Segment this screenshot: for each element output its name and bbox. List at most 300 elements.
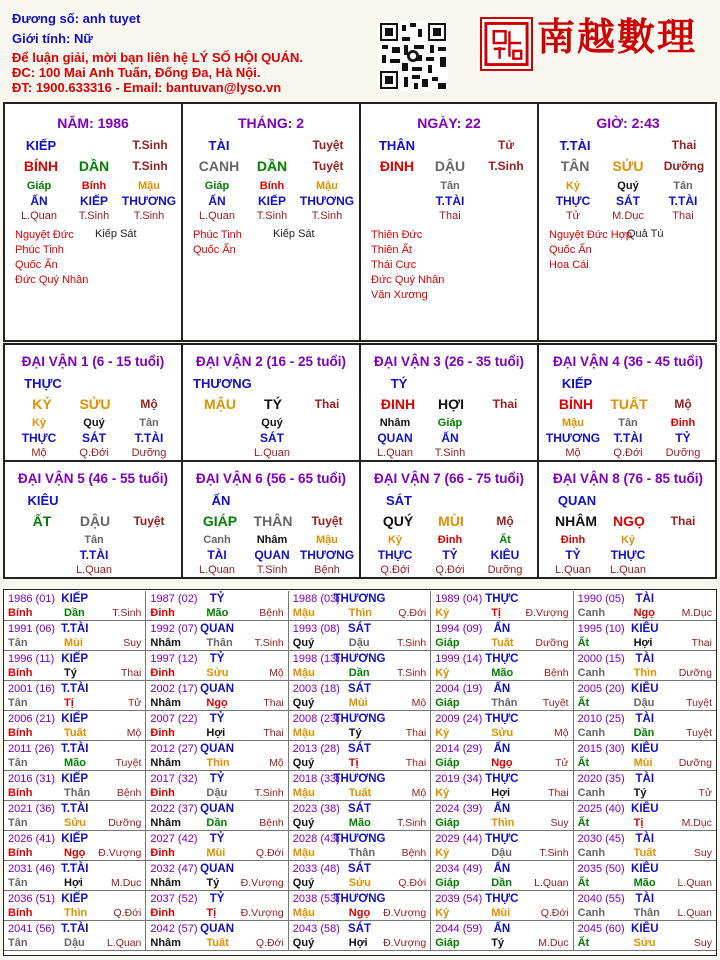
year-label: 1999 (14) bbox=[435, 653, 483, 665]
pillar-stem-life: T.Sinh bbox=[132, 138, 168, 152]
year-life: Đ.Vượng bbox=[98, 847, 142, 859]
hidden-stem: Nhâm bbox=[379, 417, 411, 429]
year-label: 1990 (05) bbox=[577, 593, 625, 605]
year-branch: Thìn bbox=[348, 607, 373, 619]
year-stem: Nhâm bbox=[150, 937, 181, 949]
year-branch: Thìn bbox=[491, 817, 515, 829]
year-stem: Mậu bbox=[292, 667, 315, 679]
year-branch: Tuất bbox=[491, 637, 514, 649]
year-life: T.Sinh bbox=[254, 787, 284, 799]
year-cell bbox=[146, 591, 288, 621]
year-label: 2006 (21) bbox=[8, 713, 56, 725]
year-cell bbox=[574, 771, 716, 801]
hidden-stem: Ất bbox=[499, 534, 511, 546]
year-stem: Đinh bbox=[150, 847, 175, 859]
hidden-stem: Mậu bbox=[316, 180, 338, 192]
year-god: THƯƠNG bbox=[333, 833, 386, 845]
year-label: 2008 (23) bbox=[292, 713, 340, 725]
hidden-god: QUAN bbox=[254, 548, 290, 562]
hidden-stem: Mậu bbox=[562, 417, 584, 429]
year-branch: Sửu bbox=[348, 877, 371, 889]
year-stem: Tân bbox=[8, 697, 28, 709]
year-cell bbox=[431, 831, 573, 861]
year-cell bbox=[4, 921, 146, 951]
star-secondary: Kiếp Sát bbox=[273, 228, 315, 240]
year-branch: Dần bbox=[633, 727, 655, 739]
hidden-life: L.Quan bbox=[198, 210, 236, 222]
year-branch: Tuất bbox=[206, 937, 229, 949]
year-god: T.TÀI bbox=[60, 923, 89, 935]
hidden-life: Bệnh bbox=[314, 564, 340, 576]
star-item: Thái Cực bbox=[371, 259, 417, 271]
dai-van-title: ĐẠI VẬN 6 (56 - 65 tuổi) bbox=[195, 471, 347, 486]
dai-van-life: Mộ bbox=[140, 397, 158, 411]
year-life: Thai bbox=[263, 727, 284, 739]
year-cell bbox=[289, 591, 431, 621]
year-cell bbox=[574, 741, 716, 771]
dai-van-life: Thai bbox=[670, 514, 696, 528]
star-secondary: Kiếp Sát bbox=[95, 228, 137, 240]
hidden-stem: Tân bbox=[84, 534, 104, 546]
dai-van-branch: MÙI bbox=[438, 513, 464, 529]
year-stem: Ất bbox=[577, 877, 590, 889]
year-branch: Thân bbox=[633, 907, 660, 919]
pillar-branch-life: T.Sinh bbox=[132, 159, 168, 173]
year-god: QUAN bbox=[200, 803, 235, 815]
year-god: THƯƠNG bbox=[333, 653, 386, 665]
year-life: Mộ bbox=[411, 787, 427, 799]
year-god: TÀI bbox=[635, 713, 655, 725]
year-life: Thai bbox=[691, 637, 712, 649]
year-stem: Nhâm bbox=[150, 757, 181, 769]
hidden-life: Q.Đới bbox=[380, 564, 410, 576]
year-cell bbox=[4, 861, 146, 891]
year-life: Thai bbox=[405, 757, 427, 769]
year-label: 2013 (28) bbox=[292, 743, 340, 755]
pillar-2 bbox=[183, 104, 361, 340]
year-label: 2012 (27) bbox=[150, 743, 198, 755]
year-branch: Tuất bbox=[633, 847, 656, 859]
year-branch: Mùi bbox=[206, 847, 226, 859]
star-item: Đức Quý Nhân bbox=[371, 274, 445, 286]
year-god: ẤN bbox=[493, 803, 511, 815]
year-god: KIÊU bbox=[631, 623, 659, 635]
year-stem: Quý bbox=[292, 637, 315, 649]
year-label: 2030 (45) bbox=[577, 833, 625, 845]
year-life: Dưỡng bbox=[108, 817, 142, 829]
dai-van-1 bbox=[5, 345, 183, 462]
year-branch: Dậu bbox=[64, 937, 85, 949]
dai-van-stem: ẤT bbox=[32, 513, 52, 529]
year-cell bbox=[574, 711, 716, 741]
pillar-4 bbox=[539, 104, 717, 340]
year-god: T.TÀI bbox=[60, 683, 89, 695]
year-stem: Kỷ bbox=[435, 847, 450, 859]
year-life: T.Sinh bbox=[397, 817, 427, 829]
pillar-stem: CANH bbox=[198, 158, 240, 174]
year-cell bbox=[146, 741, 288, 771]
hidden-stem: Mậu bbox=[316, 534, 338, 546]
year-god: THỰC bbox=[485, 833, 519, 845]
year-cell bbox=[574, 651, 716, 681]
dai-van-stem: NHÂM bbox=[555, 513, 597, 529]
year-label: 2001 (16) bbox=[8, 683, 56, 695]
star-item: Phúc Tinh bbox=[15, 244, 64, 256]
year-branch: Mão bbox=[64, 757, 86, 769]
year-stem: Đinh bbox=[150, 727, 175, 739]
year-stem: Kỷ bbox=[435, 607, 450, 619]
year-label: 1988 (03) bbox=[292, 593, 340, 605]
year-label: 2017 (32) bbox=[150, 773, 198, 785]
dai-van-stem: ĐINH bbox=[380, 396, 416, 412]
year-stem: Ất bbox=[577, 757, 590, 769]
year-stem: Bính bbox=[8, 787, 33, 799]
year-branch: Sửu bbox=[64, 817, 87, 829]
star-list bbox=[549, 228, 632, 273]
qr-code-icon bbox=[378, 21, 448, 91]
year-life: Mộ bbox=[126, 727, 142, 739]
pillar-stem: ĐINH bbox=[379, 158, 415, 174]
dai-van-god: ẤN bbox=[211, 493, 231, 508]
dai-van-god: SÁT bbox=[386, 493, 412, 508]
hidden-life: T.Sinh bbox=[78, 210, 110, 222]
year-life: Mộ bbox=[411, 697, 427, 709]
dai-van-stem: KỶ bbox=[32, 396, 52, 412]
year-cell bbox=[574, 891, 716, 921]
year-label: 2039 (54) bbox=[435, 893, 483, 905]
year-label: 2035 (50) bbox=[577, 863, 625, 875]
year-cell bbox=[146, 651, 288, 681]
year-stem: Mậu bbox=[292, 907, 315, 919]
dai-van-2 bbox=[183, 345, 361, 462]
year-god: QUAN bbox=[200, 863, 235, 875]
year-life: Bệnh bbox=[116, 787, 142, 799]
dai-van-branch: TUẤT bbox=[610, 396, 648, 412]
hidden-stem: Quý bbox=[261, 417, 283, 429]
star-item: Hoa Cái bbox=[549, 259, 589, 271]
year-stem: Canh bbox=[577, 607, 606, 619]
year-god: THƯƠNG bbox=[333, 593, 386, 605]
year-branch: Tuất bbox=[348, 787, 372, 799]
year-branch: Hợi bbox=[348, 937, 368, 949]
year-god: SÁT bbox=[347, 623, 371, 635]
year-cell bbox=[146, 861, 288, 891]
year-cell bbox=[4, 711, 146, 741]
hidden-god: TỶ bbox=[442, 548, 458, 562]
pillar-stem-life: Tử bbox=[497, 138, 515, 152]
dai-van-life: Mộ bbox=[496, 514, 514, 528]
star-item: Phúc Tinh bbox=[193, 229, 242, 241]
hidden-god: THƯƠNG bbox=[545, 431, 601, 445]
year-stem: Ất bbox=[577, 637, 590, 649]
dai-van-title: ĐẠI VẬN 8 (76 - 85 tuổi) bbox=[552, 471, 704, 486]
year-cell bbox=[146, 711, 288, 741]
year-god: THỰC bbox=[485, 653, 519, 665]
annual-luck-table bbox=[3, 589, 717, 956]
hidden-life: T.Sinh bbox=[133, 210, 165, 222]
year-stem: Mậu bbox=[292, 787, 315, 799]
pillar-title: NĂM: 1986 bbox=[57, 115, 129, 131]
year-cell bbox=[431, 921, 573, 951]
year-life: Thai bbox=[548, 787, 569, 799]
year-life: Đ.Vượng bbox=[240, 907, 284, 919]
hidden-stem: Bính bbox=[259, 180, 285, 192]
dai-van-8 bbox=[539, 462, 717, 579]
hidden-life: L.Quan bbox=[198, 564, 236, 576]
year-label: 2040 (55) bbox=[577, 893, 625, 905]
year-stem: Giáp bbox=[435, 697, 460, 709]
year-cell bbox=[146, 621, 288, 651]
year-stem: Đinh bbox=[150, 607, 175, 619]
year-label: 2043 (58) bbox=[292, 923, 340, 935]
year-life: Đ.Vượng bbox=[383, 937, 427, 949]
year-branch: Dậu bbox=[491, 847, 512, 859]
year-god: TỶ bbox=[209, 893, 225, 905]
year-god: THỰC bbox=[485, 713, 519, 725]
year-stem: Đinh bbox=[150, 907, 175, 919]
year-god: KIÊU bbox=[631, 743, 659, 755]
pillar-branch-life: T.Sinh bbox=[488, 159, 524, 173]
dai-van-title: ĐẠI VẬN 1 (6 - 15 tuổi) bbox=[21, 354, 165, 369]
pillar-title: GIỜ: 2:43 bbox=[596, 115, 660, 131]
year-god: KIÊU bbox=[631, 683, 659, 695]
hidden-god: THƯƠNG bbox=[299, 548, 355, 562]
hidden-god: THỰC bbox=[377, 548, 413, 562]
dai-van-3 bbox=[361, 345, 539, 462]
year-branch: Tuất bbox=[64, 727, 87, 739]
hidden-life: T.Sinh bbox=[256, 210, 288, 222]
hidden-stem: Kỷ bbox=[620, 534, 636, 546]
year-god: KIÊU bbox=[631, 923, 659, 935]
hidden-life: L.Quan bbox=[609, 564, 647, 576]
year-god: TỶ bbox=[209, 833, 225, 845]
dai-van-life: Tuyệt bbox=[133, 514, 165, 528]
year-cell bbox=[289, 711, 431, 741]
year-god: THƯƠNG bbox=[333, 893, 386, 905]
year-god: THƯƠNG bbox=[333, 773, 386, 785]
year-life: Dưỡng bbox=[535, 637, 569, 649]
year-cell bbox=[289, 831, 431, 861]
hidden-god: QUAN bbox=[377, 431, 413, 445]
year-branch: Hợi bbox=[633, 637, 653, 649]
star-item: Quốc Ấn bbox=[193, 244, 236, 256]
hidden-life: Dưỡng bbox=[665, 447, 701, 459]
year-branch: Tị bbox=[206, 907, 217, 919]
hidden-stem: Tân bbox=[440, 180, 460, 192]
hidden-stem: Canh bbox=[203, 534, 231, 546]
year-stem: Canh bbox=[577, 727, 606, 739]
year-cell bbox=[574, 591, 716, 621]
year-branch: Thân bbox=[64, 787, 91, 799]
year-stem: Kỷ bbox=[435, 667, 450, 679]
year-stem: Canh bbox=[577, 787, 606, 799]
year-label: 2025 (40) bbox=[577, 803, 625, 815]
hidden-god: THỰC bbox=[21, 431, 57, 445]
contact-line-1: Để luận giải, mời bạn liên hệ LÝ SỐ HỘI QUÁN. bbox=[12, 50, 303, 65]
year-stem: Tân bbox=[8, 877, 28, 889]
year-cell bbox=[146, 831, 288, 861]
year-cell bbox=[289, 651, 431, 681]
year-god: QUAN bbox=[200, 923, 235, 935]
year-stem: Canh bbox=[577, 907, 606, 919]
year-life: L.Quan bbox=[677, 877, 712, 889]
year-god: THƯƠNG bbox=[333, 713, 386, 725]
hidden-life: Q.Đới bbox=[435, 564, 465, 576]
year-branch: Dậu bbox=[348, 637, 370, 649]
year-life: L.Quan bbox=[534, 877, 569, 889]
year-cell bbox=[431, 711, 573, 741]
year-life: Tuyệt bbox=[686, 697, 712, 709]
hidden-god: THƯƠNG bbox=[299, 194, 355, 208]
star-item: Nguyệt Đức Hợp bbox=[549, 229, 633, 241]
year-life: Mộ bbox=[553, 727, 569, 739]
seal-stamp-icon bbox=[480, 17, 533, 71]
year-label: 1996 (11) bbox=[8, 653, 55, 665]
year-stem: Bính bbox=[8, 607, 33, 619]
gender-line: Giới tính: Nữ bbox=[12, 31, 93, 46]
year-stem: Bính bbox=[8, 667, 33, 679]
dai-van-title: ĐẠI VẬN 4 (36 - 45 tuổi) bbox=[552, 354, 704, 369]
dai-van-god: TÝ bbox=[390, 376, 408, 391]
year-god: SÁT bbox=[347, 683, 371, 695]
dai-van-5 bbox=[5, 462, 183, 579]
year-cell bbox=[289, 801, 431, 831]
year-branch: Ngọ bbox=[491, 757, 513, 769]
year-label: 2042 (57) bbox=[150, 923, 198, 935]
year-branch: Thân bbox=[491, 697, 518, 709]
hidden-stem: Nhâm bbox=[256, 534, 288, 546]
year-god: T.TÀI bbox=[60, 803, 89, 815]
contact-line-3: ĐT: 1900.633316 - Email: bantuvan@lyso.vn bbox=[12, 80, 282, 95]
pillar-title: THÁNG: 2 bbox=[237, 115, 305, 131]
year-life: T.Sinh bbox=[112, 607, 142, 619]
year-label: 2005 (20) bbox=[577, 683, 625, 695]
pillar-stem-god: KIẾP bbox=[25, 138, 57, 153]
year-life: Tử bbox=[698, 787, 712, 799]
hidden-life: L.Quan bbox=[253, 447, 291, 459]
year-life: Tuyệt bbox=[115, 757, 142, 769]
hidden-life: T.Sinh bbox=[256, 564, 288, 576]
year-stem: Canh bbox=[577, 847, 606, 859]
year-life: Bệnh bbox=[401, 847, 427, 859]
year-label: 1994 (09) bbox=[435, 623, 483, 635]
year-stem: Giáp bbox=[435, 637, 460, 649]
year-branch: Hợi bbox=[491, 787, 511, 799]
hidden-god: KIÊU bbox=[490, 548, 520, 562]
pillar-branch-life: Dưỡng bbox=[663, 159, 705, 173]
year-label: 2021 (36) bbox=[8, 803, 56, 815]
year-life: Mộ bbox=[269, 667, 284, 679]
hidden-god: T.TÀI bbox=[668, 194, 698, 208]
year-branch: Mão bbox=[206, 607, 229, 619]
year-label: 2019 (34) bbox=[435, 773, 483, 785]
year-god: T.TÀI bbox=[60, 743, 89, 755]
dai-van-table bbox=[3, 343, 717, 579]
person-name: Đương số: anh tuyet bbox=[12, 11, 141, 26]
year-god: SÁT bbox=[347, 923, 371, 935]
year-stem: Ất bbox=[577, 817, 590, 829]
year-stem: Nhâm bbox=[150, 877, 181, 889]
hidden-god: TỶ bbox=[675, 431, 691, 445]
dai-van-god: KIÊU bbox=[27, 493, 59, 508]
year-life: Đ.Vượng bbox=[240, 877, 284, 889]
year-branch: Mão bbox=[633, 877, 656, 889]
year-cell bbox=[289, 741, 431, 771]
year-cell bbox=[4, 801, 146, 831]
year-branch: Tị bbox=[491, 607, 501, 619]
year-label: 2003 (18) bbox=[292, 683, 340, 695]
year-stem: Quý bbox=[292, 697, 315, 709]
year-branch: Tý bbox=[633, 787, 647, 799]
year-god: T.TÀI bbox=[60, 623, 89, 635]
year-stem: Bính bbox=[8, 907, 33, 919]
year-life: M.Dục bbox=[111, 877, 142, 889]
year-god: KIẾP bbox=[61, 893, 89, 905]
pillar-stem-life: Thai bbox=[671, 138, 697, 152]
year-branch: Tị bbox=[348, 757, 359, 769]
year-label: 1993 (08) bbox=[292, 623, 340, 635]
year-label: 2026 (41) bbox=[8, 833, 56, 845]
hidden-stem: Đinh bbox=[437, 534, 463, 546]
year-branch: Thìn bbox=[633, 667, 657, 679]
year-god: QUAN bbox=[200, 623, 235, 635]
pillar-1 bbox=[5, 104, 183, 340]
year-branch: Ngọ bbox=[64, 847, 86, 859]
hidden-stem: Mậu bbox=[138, 180, 160, 192]
dai-van-stem: QUÝ bbox=[382, 513, 414, 529]
hidden-stem: Giáp bbox=[204, 180, 230, 192]
year-life: Mộ bbox=[269, 757, 284, 769]
hidden-stem: Đinh bbox=[560, 534, 586, 546]
dai-van-branch: HỢI bbox=[438, 396, 464, 412]
year-stem: Giáp bbox=[435, 817, 460, 829]
year-branch: Thân bbox=[348, 847, 376, 859]
year-life: T.Sinh bbox=[539, 847, 569, 859]
year-stem: Kỷ bbox=[435, 787, 450, 799]
year-branch: Hợi bbox=[206, 727, 226, 739]
year-life: Tuyệt bbox=[686, 727, 712, 739]
year-cell bbox=[431, 771, 573, 801]
four-pillars-table bbox=[3, 102, 717, 342]
year-cell bbox=[574, 621, 716, 651]
year-label: 2032 (47) bbox=[150, 863, 198, 875]
year-god: KIẾP bbox=[61, 773, 89, 785]
dai-van-branch: NGỌ bbox=[613, 513, 645, 529]
hidden-life: Mộ bbox=[565, 447, 581, 459]
hidden-god: KIẾP bbox=[79, 194, 108, 208]
hidden-god: T.TÀI bbox=[79, 548, 109, 562]
hidden-stem: Giáp bbox=[26, 180, 52, 192]
dai-van-stem: MẬU bbox=[204, 396, 236, 412]
year-branch: Sửu bbox=[206, 667, 229, 679]
star-list bbox=[15, 228, 88, 288]
year-branch: Hợi bbox=[64, 877, 83, 889]
year-god: TỶ bbox=[209, 713, 225, 725]
year-branch: Sửu bbox=[491, 727, 514, 739]
dai-van-title: ĐẠI VẬN 2 (16 - 25 tuổi) bbox=[195, 354, 347, 369]
year-life: Thai bbox=[120, 667, 142, 679]
year-branch: Dần bbox=[491, 877, 512, 889]
dai-van-branch: DẬU bbox=[79, 513, 111, 529]
year-life: Suy bbox=[693, 937, 712, 949]
year-branch: Tị bbox=[64, 697, 74, 709]
hidden-god: T.TÀI bbox=[613, 431, 643, 445]
year-branch: Dần bbox=[348, 667, 370, 679]
year-stem: Tân bbox=[8, 817, 28, 829]
hidden-stem: Kỷ bbox=[31, 417, 47, 429]
year-label: 2023 (38) bbox=[292, 803, 340, 815]
year-branch: Mùi bbox=[64, 637, 83, 649]
